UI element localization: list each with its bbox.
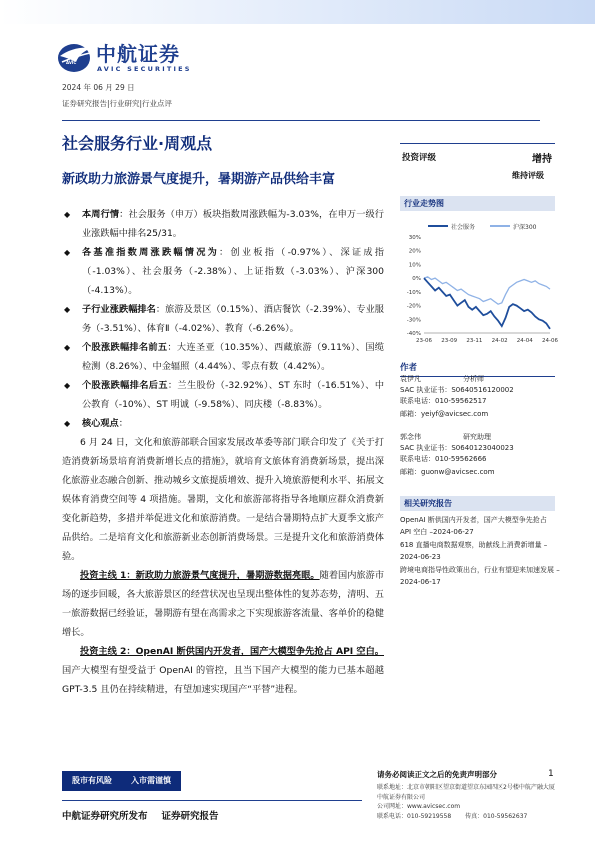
bullet-label: 本周行情	[82, 209, 120, 220]
legend-label: 沪深300	[513, 224, 537, 231]
related-reports-header: 相关研究报告	[400, 496, 555, 511]
x-tick-label: 23-06	[416, 338, 432, 344]
rating-sub: 维持评级	[512, 171, 544, 180]
related-report-item[interactable]: 618 直播电商数据观察，助献线上消费新增量 –2024-06-23	[400, 541, 548, 561]
footer-contact	[377, 783, 559, 821]
page-title: 社会服务行业·周观点	[62, 134, 213, 153]
footer-fax: 传真：010-59562637	[465, 812, 528, 820]
bullet-text: ：创业板指（-0.97%）、深证成指（-1.03%）、社会服务（-2.38%）、上证指数（-3.03%）、沪深300（-4.13%）。	[82, 247, 384, 296]
author-block-2	[400, 432, 560, 478]
related-reports-list	[400, 514, 560, 588]
y-tick-label: 0%	[412, 276, 421, 283]
author-2-email[interactable]: 邮箱：guonw@avicsec.com	[400, 468, 495, 476]
brand-name-cn: 中航证券	[96, 42, 180, 66]
bullet-label: 核心观点	[82, 418, 119, 429]
x-tick-label: 24-02	[491, 338, 508, 344]
author-1-role: 分析师	[463, 375, 484, 383]
diamond-bullet-icon: ◆	[64, 248, 71, 257]
footer-nav	[62, 768, 362, 788]
author-1-cert: SAC 执业证书：S0640516120002	[400, 386, 514, 394]
bullet-top-gainers	[62, 338, 384, 376]
related-report-item[interactable]: 跨境电商指导性政策出台，行业有望迎来加速发展 –2024-06-17	[400, 566, 560, 586]
top-gradient-bar	[0, 0, 595, 24]
bullet-sub-industry	[62, 300, 384, 338]
y-tick-label: 20%	[408, 248, 421, 255]
investment-line-1-text: 随着国内旅游市场的逐步回暖，各大旅游景区的经营状况也呈现出整体性的复苏态势，清明、五一旅游数据已经验证，暑期游有望在高需求之下实现旅游客流量、客单价的稳健增长。	[62, 570, 385, 638]
diamond-bullet-icon: ◆	[64, 419, 71, 428]
footer-address: 联系地址：北京市朝阳区望京街道望京东园四区2号楼中航产融大厦中航证券有限公司	[377, 784, 555, 801]
author-1-email[interactable]: 邮箱：yeiyf@avicsec.com	[400, 410, 489, 418]
report-date: 2024 年 06 月 29 日	[62, 83, 135, 92]
core-view-paragraph: 6 月 24 日，文化和旅游部联合国家发展改革委等部门联合印发了《关于打造消费新场景培育消费新增长点的措施》，就培育文旅体育消费新场景，提出深化旅游业态融合创新、推动城乡文旅提质增效、提升入境旅游便利水平、拓展文娱体育消费空间等 4 项措施。暑期，文化和旅游部将指导各地顺应群众消费新变化新趋势，多措并举促进文化和旅游消费。一是结合暑期特点扩大夏季文旅产品供给。二是培育文化和旅游新业态创新消费场景。三是提升文化和旅游消费体验。	[62, 437, 384, 562]
logo-badge: AVIC	[66, 60, 77, 65]
series-line	[424, 278, 550, 329]
series-line	[424, 277, 550, 304]
rating-value: 增持	[532, 154, 552, 165]
author-2-phone: 联系电话：010-59562666	[400, 455, 487, 463]
industry-trend-chart	[400, 215, 558, 350]
footer-caution-label: 入市需谨慎	[121, 771, 181, 791]
footer-publisher	[62, 808, 219, 822]
author-1-phone: 联系电话：010-59562517	[400, 397, 487, 405]
footer-doctype: 证券研究报告	[161, 811, 219, 822]
diamond-bullet-icon: ◆	[64, 305, 71, 314]
investment-line-1-head: 投资主线 1：新政助力旅游景气度提升，暑期游数据亮眼。	[80, 570, 320, 581]
disclaimer-notice: 请务必阅读正文之后的免责声明部分	[377, 770, 497, 779]
bullet-text: ：大连圣亚（10.35%）、西藏旅游（9.11%）、国缆检测（8.26%）、中金辐照（4.44%）、零点有数（4.42%）。	[82, 342, 384, 372]
bullet-text: ：社会服务（申万）板块指数周涨跌幅为-3.03%，在申万一级行业涨跌幅中排名25/31。	[82, 209, 384, 239]
footer-publisher-name: 中航证券研究所发布	[62, 811, 148, 822]
bullet-text: ：兰生股份（-32.92%）、ST 东时（-16.51%）、中公教育（-10%）、ST 明诚（-9.58%）、同庆楼（-8.83%）。	[82, 380, 385, 410]
avic-emblem-icon	[56, 40, 96, 74]
page-number: 1	[548, 769, 554, 779]
author-2-role: 研究助理	[463, 433, 491, 441]
bullet-label: 各基准指数周涨跌幅情况为	[82, 247, 220, 258]
investment-line-2-text: 国产大模型有望受益于 OpenAI 的管控，且当下国产大模型的能力已基本超越 GPT-3.5 且仍在持续精进，有望加速实现国产“平替”进程。	[62, 665, 384, 695]
diamond-bullet-icon: ◆	[64, 210, 71, 219]
y-tick-label: -30%	[406, 317, 421, 324]
bullet-text: ：	[118, 418, 128, 429]
investment-line-2	[62, 642, 384, 699]
investment-line-2-head: 投资主线 2：OpenAI 断供国内开发者，国产大模型争先抢占 API 空白。	[80, 646, 384, 657]
brand-logo	[56, 38, 206, 78]
breadcrumb: 证券研究报告|行业研究|行业点评	[62, 99, 173, 108]
brand-name-en: AVIC SECURITIES	[97, 65, 192, 73]
footer-rule	[62, 800, 362, 801]
bullet-label: 个股涨跌幅排名后五	[82, 380, 168, 391]
y-tick-label: -40%	[406, 331, 421, 337]
author-block-1	[400, 374, 560, 420]
footer-phone: 联系电话：010-59219558	[377, 812, 452, 820]
footer-website[interactable]: 公司网址：www.avicsec.com	[377, 803, 461, 810]
bullet-top-losers	[62, 376, 384, 414]
trend-chart-header: 行业走势图	[400, 196, 555, 211]
y-tick-label: -10%	[406, 289, 421, 296]
bullet-text: ：旅游及景区（0.15%）、酒店餐饮（-2.39%）、专业服务（-3.51%）、体育Ⅱ（-4.02%）、教育（-6.26%）。	[82, 304, 384, 334]
x-tick-label: 24-04	[516, 338, 533, 344]
y-tick-label: 30%	[408, 235, 421, 241]
bullet-label: 个股涨跌幅排名前五	[82, 342, 168, 353]
bullet-benchmark-indices	[62, 243, 384, 300]
x-tick-label: 23-09	[441, 338, 458, 344]
y-tick-label: -20%	[406, 303, 421, 310]
y-tick-label: 10%	[408, 262, 421, 269]
authors-header: 作者	[400, 363, 418, 373]
diamond-bullet-icon: ◆	[64, 381, 71, 390]
x-tick-label: 24-06	[542, 338, 558, 344]
bullet-weekly-market	[62, 205, 384, 243]
header-divider	[62, 120, 540, 121]
related-report-item[interactable]: OpenAI 断供国内开发者，国产大模型争先抢占 API 空白 –2024-06-27	[400, 516, 547, 536]
x-tick-label: 23-11	[466, 338, 483, 344]
page-subtitle: 新政助力旅游景气度提升，暑期游产品供给丰富	[62, 172, 336, 187]
investment-line-1	[62, 566, 384, 642]
author-1-name: 袁伊凡	[400, 375, 421, 383]
legend-label: 社会服务	[451, 224, 476, 231]
author-2-cert: SAC 执业证书：S0640123040023	[400, 444, 514, 452]
footer-risk-label: 股市有风险	[62, 771, 122, 791]
author-2-name: 郭念伟	[400, 433, 421, 441]
bullet-core-view	[62, 414, 384, 433]
rating-top-rule	[400, 143, 555, 144]
diamond-bullet-icon: ◆	[64, 343, 71, 352]
bullet-label: 子行业涨跌幅排名	[82, 304, 156, 315]
rating-label: 投资评级	[402, 153, 437, 163]
main-content	[62, 205, 384, 699]
